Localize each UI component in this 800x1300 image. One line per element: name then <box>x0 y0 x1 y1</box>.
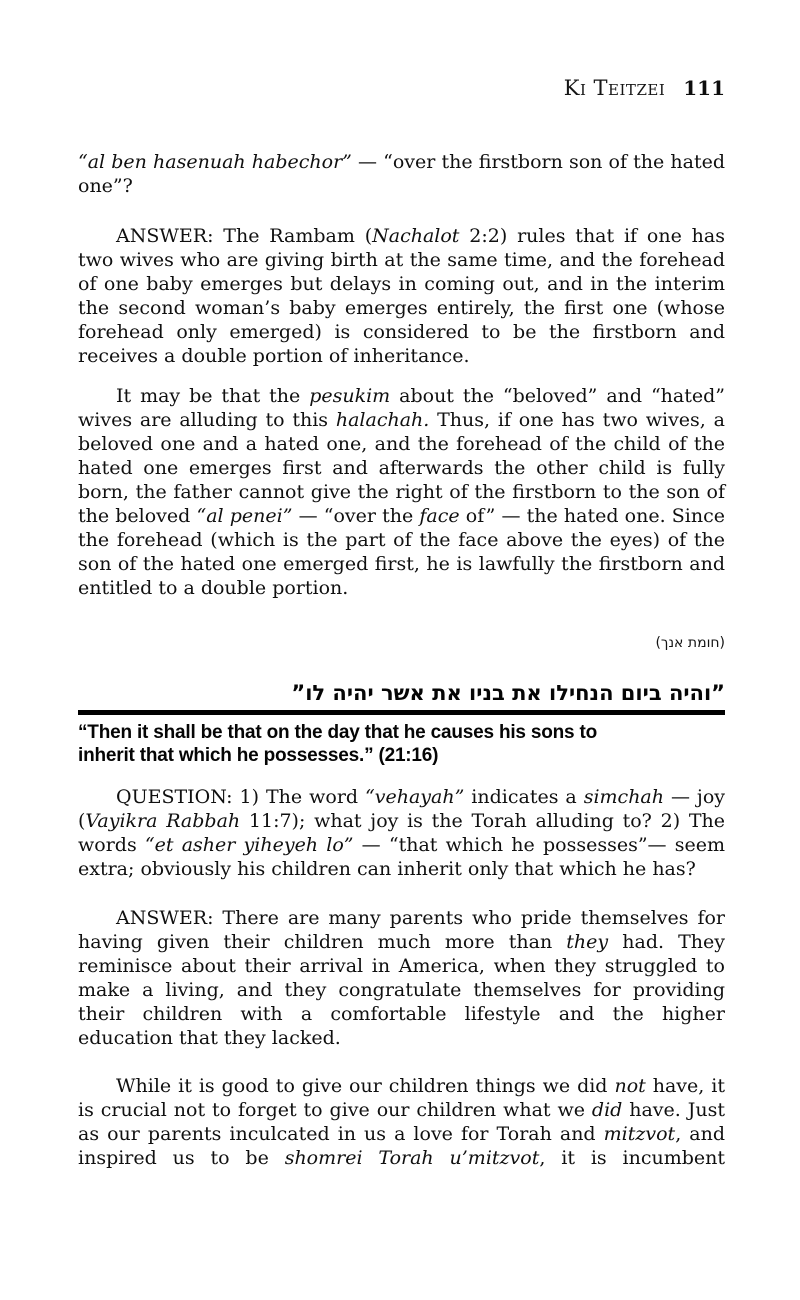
text-column <box>78 0 725 1170</box>
verse-translation-heading <box>78 721 725 767</box>
source-citation: (חומת אנך) <box>655 635 725 651</box>
hebrew-verse-heading: ”והיה ביום הנחילו את בניו את אשר יהיה לו” <box>291 681 725 705</box>
paragraph-while-good: While it is good to give our children things we did not have, it is crucial not to forget to give our children what we did have. Just as our parents inculcated in us a love for Torah and mitzvot, and inspired us to be shomrei Torah u’mitzvot, it is incumbent <box>78 1075 726 1169</box>
verse-translation-line-2: inherit that which he possesses.” (21:16) <box>78 745 439 766</box>
section-divider-rule <box>78 710 725 715</box>
paragraph-question: QUESTION: 1) The word “vehayah” indicates a simchah — joy (Vayikra Rabbah 11:7); what joy is the Torah alluding to? 2) The words “et asher yiheyeh lo” — “that which he possesses”— seem extra; obviously his children can inherit only that which he has? <box>78 786 725 880</box>
page-number: 111 <box>683 76 725 100</box>
verse-translation-line-1: “Then it shall be that on the day that he causes his sons to <box>78 722 598 743</box>
parsha-title: Ki Teitzei <box>563 76 666 100</box>
paragraph-pesukim-explanation: It may be that the pesukim about the “beloved” and “hated” wives are alluding to this halachah. Thus, if one has two wives, a beloved one and a hated one, and the forehead of the child of the hated one emerges first and afterwards the other child is fully born, the father cannot give the right of the firstborn to the son of the beloved “al penei” — “over the face of” — the hated one. Since the forehead (which is the part of the face above the eyes) of the son of the hated one emerged first, he is lawfully the firstborn and entitled to a double portion. <box>78 385 725 599</box>
paragraph-answer-rambam: ANSWER: The Rambam (Nachalot 2:2) rules that if one has two wives who are giving birth at the same time, and the forehead of one baby emerges but delays in coming out, and in the interim the second woman’s baby emerges entirely, the first one (whose forehead only emerged) is considered to be the firstborn and receives a double portion of inheritance. <box>78 225 725 367</box>
running-header <box>78 76 725 102</box>
paragraph-answer-parents: ANSWER: There are many parents who pride themselves for having given their children much more than they had. They reminisce about their arrival in America, when they struggled to make a living, and they congratulate themselves for providing their children with a comfortable lifestyle and the higher education that they lacked. <box>78 907 726 1049</box>
paragraph-continuation: “al ben hasenuah habechor” — “over the firstborn son of the hated one”? <box>78 151 726 197</box>
